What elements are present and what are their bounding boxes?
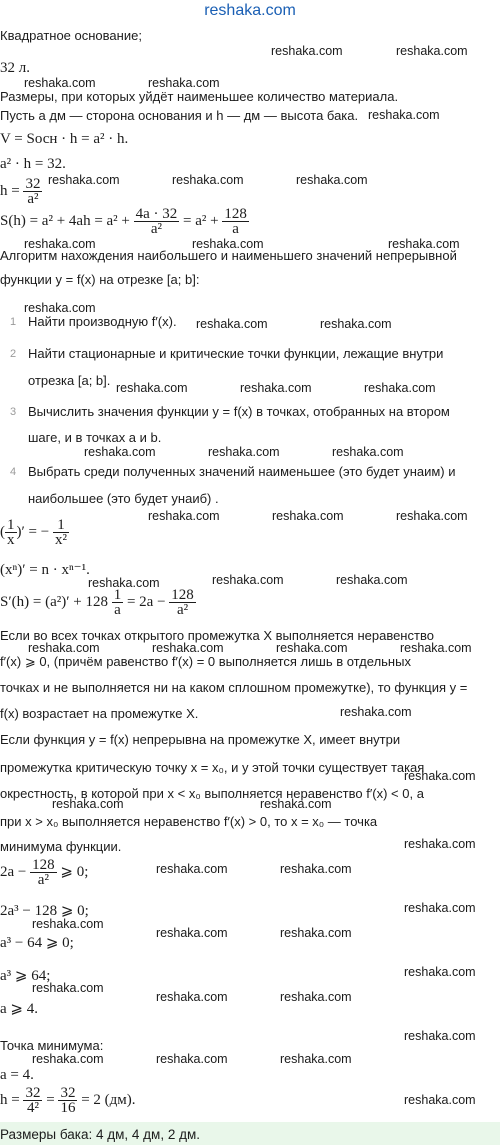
formula-line xyxy=(0,518,69,547)
watermark: reshaka.com xyxy=(28,641,100,655)
watermark: reshaka.com xyxy=(156,1052,228,1066)
watermark: reshaka.com xyxy=(404,769,476,783)
fraction xyxy=(112,588,124,617)
formula-part: ⩾ 0; xyxy=(60,863,89,880)
watermark: reshaka.com xyxy=(320,317,392,331)
watermark: reshaka.com xyxy=(404,1029,476,1043)
text-line: Размеры, при которых уйдёт наименьшее количество материала. xyxy=(0,89,399,104)
watermark: reshaka.com xyxy=(84,445,156,459)
formula-line xyxy=(0,588,196,617)
formula-line: a² · h = 32. xyxy=(0,156,66,172)
fraction xyxy=(30,858,57,887)
formula-line xyxy=(0,207,249,236)
formula-line xyxy=(0,1086,136,1115)
text-line: f′(x) ⩾ 0, (причём равенство f′(x) = 0 выполняется лишь в отдельных xyxy=(0,654,411,669)
text-line: Пусть a дм — сторона основания и h — дм — высота бака. xyxy=(0,108,359,123)
watermark: reshaka.com xyxy=(32,1052,104,1066)
denominator: a² xyxy=(27,191,39,207)
watermark: reshaka.com xyxy=(364,381,436,395)
formula-part: 2a − xyxy=(0,863,27,880)
watermark: reshaka.com xyxy=(88,576,160,590)
formula-part: ( xyxy=(0,523,5,540)
fraction xyxy=(5,518,17,547)
step-number: 3 xyxy=(10,406,17,418)
watermark: reshaka.com xyxy=(240,381,312,395)
watermark: reshaka.com xyxy=(280,990,352,1004)
watermark: reshaka.com xyxy=(212,573,284,587)
denominator: 4² xyxy=(26,1100,39,1116)
watermark: reshaka.com xyxy=(404,1093,476,1107)
formula-part: h = xyxy=(0,182,20,199)
formula-line: V = Sосн · h = a² · h. xyxy=(0,131,129,147)
watermark: reshaka.com xyxy=(336,573,408,587)
fraction xyxy=(58,1086,77,1115)
formula-part: = xyxy=(46,1091,55,1108)
text-line: f(x) возрастает на промежутке X. xyxy=(0,706,199,721)
fraction xyxy=(23,177,42,206)
text-line: 32 л. xyxy=(0,60,30,76)
step-text: отрезка [a; b]. xyxy=(28,373,111,388)
fraction xyxy=(169,588,196,617)
text-line: Если функция y = f(x) непрерывна на промежутке X, имеет внутри xyxy=(0,732,401,747)
formula-line: (xⁿ)′ = n · xⁿ⁻¹. xyxy=(0,562,90,578)
watermark: reshaka.com xyxy=(52,797,124,811)
numerator: 32 xyxy=(25,176,41,192)
formula-line: 2a³ − 128 ⩾ 0; xyxy=(0,903,89,919)
text-line: Если во всех точках открытого промежутка X выполняется неравенство xyxy=(0,628,434,643)
step-number: 4 xyxy=(10,466,17,478)
formula-line: a³ ⩾ 64; xyxy=(0,968,51,984)
watermark: reshaka.com xyxy=(156,926,228,940)
denominator: x xyxy=(7,532,15,548)
watermark: reshaka.com xyxy=(32,917,104,931)
numerator: 4a · 32 xyxy=(135,206,178,222)
numerator: 128 xyxy=(224,206,247,222)
denominator: x² xyxy=(54,532,67,548)
step-number: 1 xyxy=(10,316,17,328)
watermark: reshaka.com xyxy=(148,76,220,90)
fraction xyxy=(222,207,249,236)
step-text: Выбрать среди полученных значений наименьшее (это будет yнаим) и xyxy=(28,464,456,479)
text-line: Точка минимума: xyxy=(0,1038,104,1053)
watermark: reshaka.com xyxy=(32,981,104,995)
numerator: 32 xyxy=(25,1085,41,1101)
step-text: шаге, и в точках a и b. xyxy=(28,430,162,445)
watermark: reshaka.com xyxy=(271,44,343,58)
step-text: Найти производную f′(x). xyxy=(28,314,177,329)
step-text: Найти стационарные и критические точки функции, лежащие внутри xyxy=(28,346,444,361)
watermark: reshaka.com xyxy=(148,509,220,523)
watermark: reshaka.com xyxy=(280,862,352,876)
watermark: reshaka.com xyxy=(404,901,476,915)
watermark: reshaka.com xyxy=(404,837,476,851)
formula-part: = 2a − xyxy=(126,593,166,610)
answer-line: Размеры бака: 4 дм, 4 дм, 2 дм. xyxy=(0,1127,201,1142)
numerator: 1 xyxy=(113,587,122,603)
watermark: reshaka.com xyxy=(368,108,440,122)
text-line: минимума функции. xyxy=(0,839,122,854)
watermark: reshaka.com xyxy=(340,705,412,719)
step-text: Вычислить значения функции y = f(x) в точках, отобранных на втором xyxy=(28,404,450,419)
watermark: reshaka.com xyxy=(280,1052,352,1066)
formula-line: a = 4. xyxy=(0,1067,34,1083)
numerator: 1 xyxy=(53,518,69,533)
fraction xyxy=(134,207,180,236)
watermark: reshaka.com xyxy=(192,237,264,251)
numerator: 128 xyxy=(171,587,194,603)
watermark: reshaka.com xyxy=(396,509,468,523)
formula-part: S(h) = a² + 4ah = a² + xyxy=(0,212,130,229)
watermark: reshaka.com xyxy=(24,237,96,251)
watermark: reshaka.com xyxy=(48,173,120,187)
numerator: 1 xyxy=(7,517,15,533)
denominator: 16 xyxy=(60,1100,76,1116)
formula-part: = 2 (дм). xyxy=(81,1091,136,1108)
text-line: при x > x₀ выполняется неравенство f′(x) > 0, то x = x₀ — точка xyxy=(0,814,378,829)
watermark: reshaka.com xyxy=(296,173,368,187)
watermark: reshaka.com xyxy=(280,926,352,940)
watermark: reshaka.com xyxy=(156,862,228,876)
step-text: наибольшее (это будет yнаиб) . xyxy=(28,491,219,506)
watermark: reshaka.com xyxy=(208,445,280,459)
watermark: reshaka.com xyxy=(156,990,228,1004)
site-logo[interactable]: reshaka.com xyxy=(204,2,296,19)
denominator: a xyxy=(114,602,121,618)
fraction xyxy=(53,518,69,547)
numerator: 128 xyxy=(32,857,55,873)
step-number: 2 xyxy=(10,348,17,360)
watermark: reshaka.com xyxy=(116,381,188,395)
text-line: окрестность, в которой при x < x₀ выполняется неравенство f′(x) < 0, а xyxy=(0,786,424,801)
watermark: reshaka.com xyxy=(388,237,460,251)
watermark: reshaka.com xyxy=(196,317,268,331)
text-line: Алгоритм нахождения наибольшего и наименьшего значений непрерывной xyxy=(0,248,457,263)
text-line: функции y = f(x) на отрезке [a; b]: xyxy=(0,272,200,287)
denominator: a xyxy=(232,221,239,237)
formula-part: S′(h) = (a²)′ + 128 xyxy=(0,593,108,610)
text-line: Квадратное основание; xyxy=(0,28,142,43)
watermark: reshaka.com xyxy=(260,797,332,811)
watermark: reshaka.com xyxy=(400,641,472,655)
watermark: reshaka.com xyxy=(332,445,404,459)
denominator: a² xyxy=(176,602,189,618)
fraction xyxy=(23,1086,42,1115)
formula-line: a ⩾ 4. xyxy=(0,1001,38,1017)
numerator: 32 xyxy=(60,1085,76,1101)
text-line: промежутка критическую точку x = x₀, и у этой точки существует такая xyxy=(0,760,425,775)
formula-line xyxy=(0,177,42,206)
watermark: reshaka.com xyxy=(24,76,96,90)
formula-part: )′ = − xyxy=(16,523,50,540)
formula-part: h = xyxy=(0,1091,20,1108)
text-line: точках и не выполняется ни на каком сплошном промежутке), то функция y = xyxy=(0,680,468,695)
watermark: reshaka.com xyxy=(396,44,468,58)
watermark: reshaka.com xyxy=(276,641,348,655)
watermark: reshaka.com xyxy=(272,509,344,523)
watermark: reshaka.com xyxy=(172,173,244,187)
watermark: reshaka.com xyxy=(404,965,476,979)
denominator: a² xyxy=(37,872,49,888)
formula-line: a³ − 64 ⩾ 0; xyxy=(0,935,74,951)
watermark: reshaka.com xyxy=(24,301,96,315)
watermark: reshaka.com xyxy=(152,641,224,655)
formula-part: = a² + xyxy=(183,212,219,229)
formula-line xyxy=(0,858,88,887)
denominator: a² xyxy=(150,221,163,237)
